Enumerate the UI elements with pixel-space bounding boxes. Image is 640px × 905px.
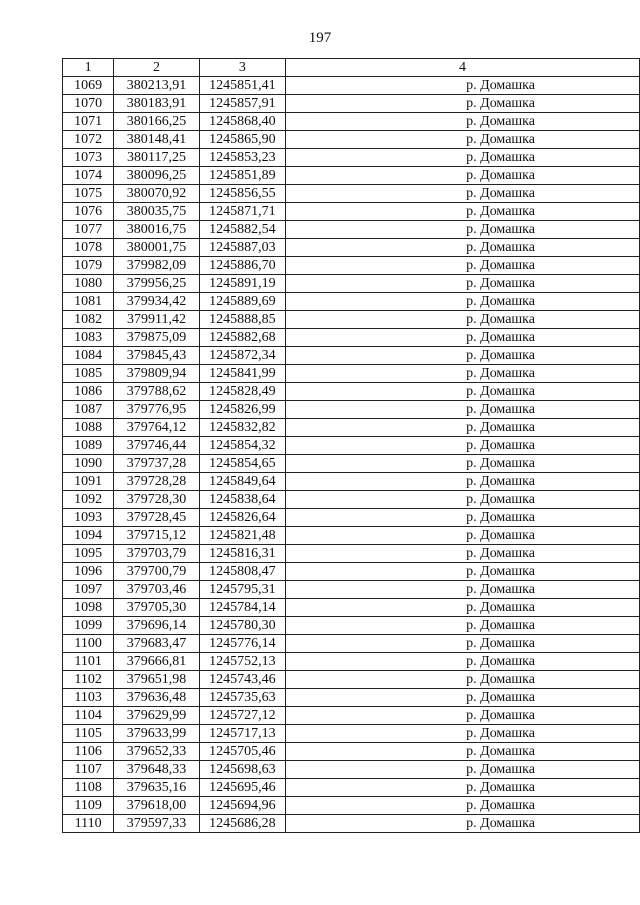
table-row bbox=[63, 239, 640, 257]
point-number-cell: 1110 bbox=[63, 815, 114, 833]
table-row bbox=[63, 725, 640, 743]
table-row bbox=[63, 257, 640, 275]
table-row bbox=[63, 509, 640, 527]
description-cell: р. Домашка bbox=[285, 743, 639, 761]
x-coordinate-cell: 380183,91 bbox=[114, 95, 200, 113]
point-number-cell: 1075 bbox=[63, 185, 114, 203]
table-row bbox=[63, 131, 640, 149]
y-coordinate-cell: 1245838,64 bbox=[199, 491, 285, 509]
description-cell: р. Домашка bbox=[285, 707, 639, 725]
table-row bbox=[63, 455, 640, 473]
description-cell: р. Домашка bbox=[285, 185, 639, 203]
description-cell: р. Домашка bbox=[285, 455, 639, 473]
table-row bbox=[63, 743, 640, 761]
point-number-cell: 1070 bbox=[63, 95, 114, 113]
point-number-cell: 1102 bbox=[63, 671, 114, 689]
description-cell: р. Домашка bbox=[285, 689, 639, 707]
description-cell: р. Домашка bbox=[285, 491, 639, 509]
description-cell: р. Домашка bbox=[285, 563, 639, 581]
point-number-cell: 1080 bbox=[63, 275, 114, 293]
x-coordinate-cell: 379683,47 bbox=[114, 635, 200, 653]
point-number-cell: 1097 bbox=[63, 581, 114, 599]
x-coordinate-cell: 379788,62 bbox=[114, 383, 200, 401]
description-cell: р. Домашка bbox=[285, 509, 639, 527]
table-row bbox=[63, 779, 640, 797]
x-coordinate-cell: 379635,16 bbox=[114, 779, 200, 797]
point-number-cell: 1078 bbox=[63, 239, 114, 257]
y-coordinate-cell: 1245851,41 bbox=[199, 77, 285, 95]
point-number-cell: 1087 bbox=[63, 401, 114, 419]
y-coordinate-cell: 1245832,82 bbox=[199, 419, 285, 437]
table-row bbox=[63, 347, 640, 365]
x-coordinate-cell: 379728,45 bbox=[114, 509, 200, 527]
description-cell: р. Домашка bbox=[285, 437, 639, 455]
x-coordinate-cell: 379636,48 bbox=[114, 689, 200, 707]
x-coordinate-cell: 379809,94 bbox=[114, 365, 200, 383]
y-coordinate-cell: 1245776,14 bbox=[199, 635, 285, 653]
y-coordinate-cell: 1245853,23 bbox=[199, 149, 285, 167]
point-number-cell: 1072 bbox=[63, 131, 114, 149]
point-number-cell: 1088 bbox=[63, 419, 114, 437]
y-coordinate-cell: 1245826,99 bbox=[199, 401, 285, 419]
x-coordinate-cell: 379703,79 bbox=[114, 545, 200, 563]
description-cell: р. Домашка bbox=[285, 239, 639, 257]
table-row bbox=[63, 113, 640, 131]
x-coordinate-cell: 379776,95 bbox=[114, 401, 200, 419]
description-cell: р. Домашка bbox=[285, 347, 639, 365]
x-coordinate-cell: 379715,12 bbox=[114, 527, 200, 545]
description-cell: р. Домашка bbox=[285, 419, 639, 437]
description-cell: р. Домашка bbox=[285, 545, 639, 563]
table-row bbox=[63, 167, 640, 185]
x-coordinate-cell: 379982,09 bbox=[114, 257, 200, 275]
y-coordinate-cell: 1245735,63 bbox=[199, 689, 285, 707]
x-coordinate-cell: 379705,30 bbox=[114, 599, 200, 617]
table-row bbox=[63, 599, 640, 617]
point-number-cell: 1099 bbox=[63, 617, 114, 635]
description-cell: р. Домашка bbox=[285, 365, 639, 383]
x-coordinate-cell: 380213,91 bbox=[114, 77, 200, 95]
point-number-cell: 1098 bbox=[63, 599, 114, 617]
point-number-cell: 1071 bbox=[63, 113, 114, 131]
table-row bbox=[63, 635, 640, 653]
x-coordinate-cell: 379648,33 bbox=[114, 761, 200, 779]
y-coordinate-cell: 1245743,46 bbox=[199, 671, 285, 689]
table-row bbox=[63, 221, 640, 239]
y-coordinate-cell: 1245717,13 bbox=[199, 725, 285, 743]
y-coordinate-cell: 1245888,85 bbox=[199, 311, 285, 329]
point-number-cell: 1089 bbox=[63, 437, 114, 455]
y-coordinate-cell: 1245871,71 bbox=[199, 203, 285, 221]
point-number-cell: 1090 bbox=[63, 455, 114, 473]
table-row bbox=[63, 365, 640, 383]
x-coordinate-cell: 379875,09 bbox=[114, 329, 200, 347]
y-coordinate-cell: 1245694,96 bbox=[199, 797, 285, 815]
point-number-cell: 1084 bbox=[63, 347, 114, 365]
description-cell: р. Домашка bbox=[285, 779, 639, 797]
table-row bbox=[63, 329, 640, 347]
column-header-2: 2 bbox=[114, 59, 200, 77]
table-row bbox=[63, 419, 640, 437]
x-coordinate-cell: 380001,75 bbox=[114, 239, 200, 257]
table-row bbox=[63, 401, 640, 419]
description-cell: р. Домашка bbox=[285, 617, 639, 635]
x-coordinate-cell: 379666,81 bbox=[114, 653, 200, 671]
y-coordinate-cell: 1245882,54 bbox=[199, 221, 285, 239]
y-coordinate-cell: 1245889,69 bbox=[199, 293, 285, 311]
table-row bbox=[63, 473, 640, 491]
y-coordinate-cell: 1245808,47 bbox=[199, 563, 285, 581]
description-cell: р. Домашка bbox=[285, 275, 639, 293]
y-coordinate-cell: 1245784,14 bbox=[199, 599, 285, 617]
x-coordinate-cell: 380166,25 bbox=[114, 113, 200, 131]
header-row bbox=[63, 59, 640, 77]
y-coordinate-cell: 1245698,63 bbox=[199, 761, 285, 779]
description-cell: р. Домашка bbox=[285, 527, 639, 545]
y-coordinate-cell: 1245891,19 bbox=[199, 275, 285, 293]
description-cell: р. Домашка bbox=[285, 77, 639, 95]
table-row bbox=[63, 185, 640, 203]
table-row bbox=[63, 149, 640, 167]
point-number-cell: 1107 bbox=[63, 761, 114, 779]
point-number-cell: 1100 bbox=[63, 635, 114, 653]
description-cell: р. Домашка bbox=[285, 725, 639, 743]
x-coordinate-cell: 379597,33 bbox=[114, 815, 200, 833]
x-coordinate-cell: 379652,33 bbox=[114, 743, 200, 761]
y-coordinate-cell: 1245816,31 bbox=[199, 545, 285, 563]
table-row bbox=[63, 527, 640, 545]
description-cell: р. Домашка bbox=[285, 761, 639, 779]
point-number-cell: 1069 bbox=[63, 77, 114, 95]
table-row bbox=[63, 77, 640, 95]
y-coordinate-cell: 1245828,49 bbox=[199, 383, 285, 401]
description-cell: р. Домашка bbox=[285, 797, 639, 815]
y-coordinate-cell: 1245865,90 bbox=[199, 131, 285, 149]
point-number-cell: 1077 bbox=[63, 221, 114, 239]
point-number-cell: 1073 bbox=[63, 149, 114, 167]
y-coordinate-cell: 1245686,28 bbox=[199, 815, 285, 833]
description-cell: р. Домашка bbox=[285, 635, 639, 653]
point-number-cell: 1085 bbox=[63, 365, 114, 383]
description-cell: р. Домашка bbox=[285, 203, 639, 221]
column-header-4: 4 bbox=[285, 59, 639, 77]
point-number-cell: 1082 bbox=[63, 311, 114, 329]
x-coordinate-cell: 379633,99 bbox=[114, 725, 200, 743]
description-cell: р. Домашка bbox=[285, 221, 639, 239]
table-row bbox=[63, 383, 640, 401]
x-coordinate-cell: 379737,28 bbox=[114, 455, 200, 473]
x-coordinate-cell: 380096,25 bbox=[114, 167, 200, 185]
y-coordinate-cell: 1245695,46 bbox=[199, 779, 285, 797]
x-coordinate-cell: 379703,46 bbox=[114, 581, 200, 599]
table-row bbox=[63, 491, 640, 509]
y-coordinate-cell: 1245886,70 bbox=[199, 257, 285, 275]
description-cell: р. Домашка bbox=[285, 383, 639, 401]
x-coordinate-cell: 379764,12 bbox=[114, 419, 200, 437]
point-number-cell: 1096 bbox=[63, 563, 114, 581]
description-cell: р. Домашка bbox=[285, 95, 639, 113]
y-coordinate-cell: 1245882,68 bbox=[199, 329, 285, 347]
table-row bbox=[63, 581, 640, 599]
x-coordinate-cell: 379911,42 bbox=[114, 311, 200, 329]
x-coordinate-cell: 380148,41 bbox=[114, 131, 200, 149]
y-coordinate-cell: 1245826,64 bbox=[199, 509, 285, 527]
table-row bbox=[63, 563, 640, 581]
x-coordinate-cell: 379956,25 bbox=[114, 275, 200, 293]
description-cell: р. Домашка bbox=[285, 653, 639, 671]
point-number-cell: 1081 bbox=[63, 293, 114, 311]
point-number-cell: 1104 bbox=[63, 707, 114, 725]
x-coordinate-cell: 379728,30 bbox=[114, 491, 200, 509]
x-coordinate-cell: 380070,92 bbox=[114, 185, 200, 203]
y-coordinate-cell: 1245705,46 bbox=[199, 743, 285, 761]
description-cell: р. Домашка bbox=[285, 599, 639, 617]
y-coordinate-cell: 1245851,89 bbox=[199, 167, 285, 185]
point-number-cell: 1103 bbox=[63, 689, 114, 707]
y-coordinate-cell: 1245727,12 bbox=[199, 707, 285, 725]
y-coordinate-cell: 1245821,48 bbox=[199, 527, 285, 545]
description-cell: р. Домашка bbox=[285, 257, 639, 275]
description-cell: р. Домашка bbox=[285, 329, 639, 347]
table-row bbox=[63, 761, 640, 779]
description-cell: р. Домашка bbox=[285, 293, 639, 311]
y-coordinate-cell: 1245752,13 bbox=[199, 653, 285, 671]
description-cell: р. Домашка bbox=[285, 401, 639, 419]
description-cell: р. Домашка bbox=[285, 815, 639, 833]
point-number-cell: 1108 bbox=[63, 779, 114, 797]
table-row bbox=[63, 653, 640, 671]
description-cell: р. Домашка bbox=[285, 113, 639, 131]
table-row bbox=[63, 275, 640, 293]
y-coordinate-cell: 1245887,03 bbox=[199, 239, 285, 257]
table-row bbox=[63, 689, 640, 707]
x-coordinate-cell: 380035,75 bbox=[114, 203, 200, 221]
x-coordinate-cell: 379728,28 bbox=[114, 473, 200, 491]
x-coordinate-cell: 379746,44 bbox=[114, 437, 200, 455]
table-row bbox=[63, 437, 640, 455]
table-header bbox=[63, 59, 640, 77]
table-body bbox=[63, 77, 640, 833]
point-number-cell: 1093 bbox=[63, 509, 114, 527]
description-cell: р. Домашка bbox=[285, 167, 639, 185]
table-row bbox=[63, 95, 640, 113]
description-cell: р. Домашка bbox=[285, 581, 639, 599]
point-number-cell: 1094 bbox=[63, 527, 114, 545]
x-coordinate-cell: 379700,79 bbox=[114, 563, 200, 581]
table-row bbox=[63, 671, 640, 689]
y-coordinate-cell: 1245872,34 bbox=[199, 347, 285, 365]
table-row bbox=[63, 293, 640, 311]
table-row bbox=[63, 203, 640, 221]
table-row bbox=[63, 311, 640, 329]
table-row bbox=[63, 545, 640, 563]
y-coordinate-cell: 1245854,65 bbox=[199, 455, 285, 473]
table-row bbox=[63, 797, 640, 815]
column-header-1: 1 bbox=[63, 59, 114, 77]
y-coordinate-cell: 1245857,91 bbox=[199, 95, 285, 113]
point-number-cell: 1101 bbox=[63, 653, 114, 671]
y-coordinate-cell: 1245856,55 bbox=[199, 185, 285, 203]
x-coordinate-cell: 379651,98 bbox=[114, 671, 200, 689]
y-coordinate-cell: 1245780,30 bbox=[199, 617, 285, 635]
point-number-cell: 1092 bbox=[63, 491, 114, 509]
point-number-cell: 1105 bbox=[63, 725, 114, 743]
description-cell: р. Домашка bbox=[285, 149, 639, 167]
description-cell: р. Домашка bbox=[285, 311, 639, 329]
y-coordinate-cell: 1245849,64 bbox=[199, 473, 285, 491]
description-cell: р. Домашка bbox=[285, 671, 639, 689]
x-coordinate-cell: 379618,00 bbox=[114, 797, 200, 815]
x-coordinate-cell: 379845,43 bbox=[114, 347, 200, 365]
x-coordinate-cell: 379696,14 bbox=[114, 617, 200, 635]
table-row bbox=[63, 707, 640, 725]
point-number-cell: 1091 bbox=[63, 473, 114, 491]
x-coordinate-cell: 379934,42 bbox=[114, 293, 200, 311]
y-coordinate-cell: 1245854,32 bbox=[199, 437, 285, 455]
x-coordinate-cell: 380016,75 bbox=[114, 221, 200, 239]
point-number-cell: 1109 bbox=[63, 797, 114, 815]
table-row bbox=[63, 617, 640, 635]
table-row bbox=[63, 815, 640, 833]
y-coordinate-cell: 1245841,99 bbox=[199, 365, 285, 383]
coordinates-table bbox=[62, 58, 640, 833]
y-coordinate-cell: 1245868,40 bbox=[199, 113, 285, 131]
point-number-cell: 1083 bbox=[63, 329, 114, 347]
point-number-cell: 1106 bbox=[63, 743, 114, 761]
x-coordinate-cell: 379629,99 bbox=[114, 707, 200, 725]
point-number-cell: 1074 bbox=[63, 167, 114, 185]
point-number-cell: 1086 bbox=[63, 383, 114, 401]
x-coordinate-cell: 380117,25 bbox=[114, 149, 200, 167]
column-header-3: 3 bbox=[199, 59, 285, 77]
description-cell: р. Домашка bbox=[285, 473, 639, 491]
point-number-cell: 1076 bbox=[63, 203, 114, 221]
y-coordinate-cell: 1245795,31 bbox=[199, 581, 285, 599]
description-cell: р. Домашка bbox=[285, 131, 639, 149]
point-number-cell: 1095 bbox=[63, 545, 114, 563]
page-number: 197 bbox=[308, 30, 332, 46]
point-number-cell: 1079 bbox=[63, 257, 114, 275]
